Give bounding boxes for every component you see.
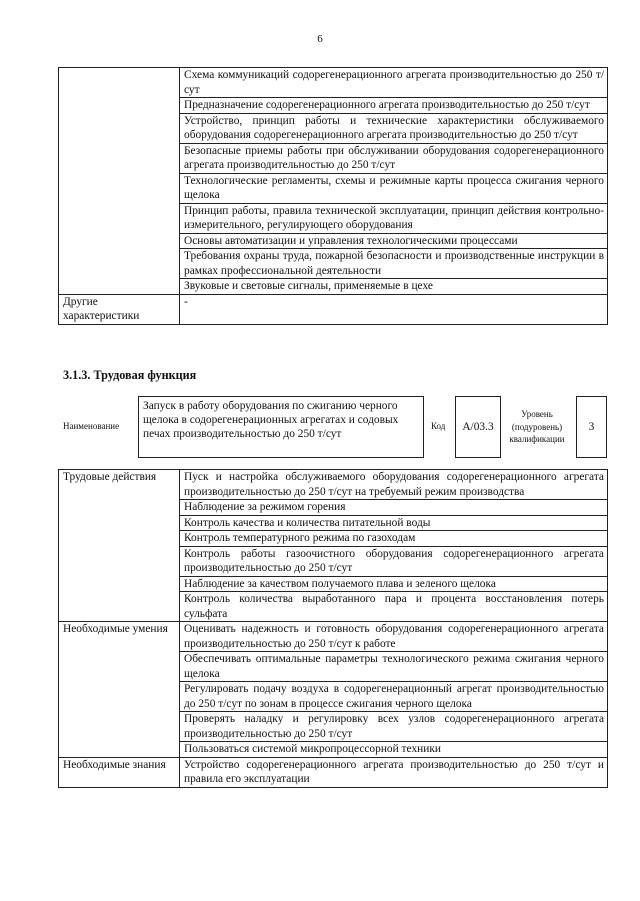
section-heading: 3.1.3. Трудовая функция — [63, 368, 197, 382]
code-box: А/03.3 — [455, 396, 501, 458]
level-box: 3 — [576, 396, 607, 458]
labor-action-item: Пуск и настройка обслуживаемого оборудования содорегенерационного агрегата производительностью до 250 т/сут на требуемый режим производства — [180, 470, 608, 500]
knowledge-continuation-table — [58, 67, 608, 325]
table-row — [59, 757, 608, 787]
knowledge-item: Требования охраны труда, пожарной безопасности и производственные инструкции в рамках профессиональной деятельности — [180, 249, 608, 279]
table-row — [59, 622, 608, 652]
skill-item: Регулировать подачу воздуха в содорегенерационный агрегат производительностью до 250 т/сут по зонам в процессе сжигания черного щелока — [180, 682, 608, 712]
table-row — [59, 470, 608, 500]
labor-action-item: Наблюдение за режимом горения — [180, 500, 608, 516]
knowledge-item: Устройство содорегенерационного агрегата производительностью до 250 т/сут и правила его эксплуатации — [180, 757, 608, 787]
function-name-box: Запуск в работу оборудования по сжиганию черного щелока в содорегенерационных агрегатах и содовых печах производительностью до 250 т/сут — [138, 396, 424, 458]
table-row — [59, 68, 608, 98]
code-label: Код — [431, 421, 446, 431]
labor-action-item: Контроль температурного режима по газоходам — [180, 531, 608, 547]
other-characteristics-label: Другие характеристики — [59, 294, 180, 324]
skill-item: Пользоваться системой микропроцессорной техники — [180, 742, 608, 758]
knowledge-item: Предназначение содорегенерационного агрегата производительностью до 250 т/сут — [180, 98, 608, 114]
knowledge-item: Безопасные приемы работы при обслуживании оборудования содорегенерационного агрегата производительностью до 250 т/сут — [180, 143, 608, 173]
table-row — [59, 294, 608, 324]
knowledge-item: Основы автоматизации и управления технологическими процессами — [180, 233, 608, 249]
knowledge-item: Схема коммуникаций содорегенерационного агрегата производительностью до 250 т/сут — [180, 68, 608, 98]
labor-action-item: Контроль количества выработанного пара и процента восстановления потерь сульфата — [180, 592, 608, 622]
labor-action-item: Наблюдение за качеством получаемого плава и зеленого щелока — [180, 576, 608, 592]
knowledge-item: Принцип работы, правила технической эксплуатации, принцип действия контрольно-измерительного, регулирующего оборудования — [180, 203, 608, 233]
knowledge-item: Звуковые и световые сигналы, применяемые в цехе — [180, 279, 608, 295]
empty-label-cell — [59, 68, 180, 295]
labor-action-item: Контроль качества и количества питательной воды — [180, 515, 608, 531]
name-label: Наименование — [63, 421, 120, 431]
knowledge-item: Устройство, принцип работы и технические характеристики обслуживаемого оборудования содорегенерационного агрегата производительностью до 250 т/сут — [180, 113, 608, 143]
knowledge-item: Технологические регламенты, схемы и режимные карты процесса сжигания черного щелока — [180, 173, 608, 203]
skill-item: Обеспечивать оптимальные параметры технологического режима сжигания черного щелока — [180, 652, 608, 682]
skill-item: Проверять наладку и регулировку всех узлов содорегенерационного агрегата производительностью до 250 т/сут — [180, 712, 608, 742]
page-number: 6 — [317, 33, 323, 45]
skills-label: Необходимые умения — [59, 622, 180, 758]
labor-action-item: Контроль работы газоочистного оборудования содорегенерационного агрегата производительностью до 250 т/сут — [180, 546, 608, 576]
knowledge-label: Необходимые знания — [59, 757, 180, 787]
skill-item: Оценивать надежность и готовность оборудования содорегенерационного агрегата производительностью до 250 т/сут к работе — [180, 622, 608, 652]
level-label: Уровень (подуровень) квалификации — [509, 409, 565, 444]
labor-function-table — [58, 469, 608, 788]
other-characteristics-value: - — [180, 294, 608, 324]
labor-actions-label: Трудовые действия — [59, 470, 180, 622]
